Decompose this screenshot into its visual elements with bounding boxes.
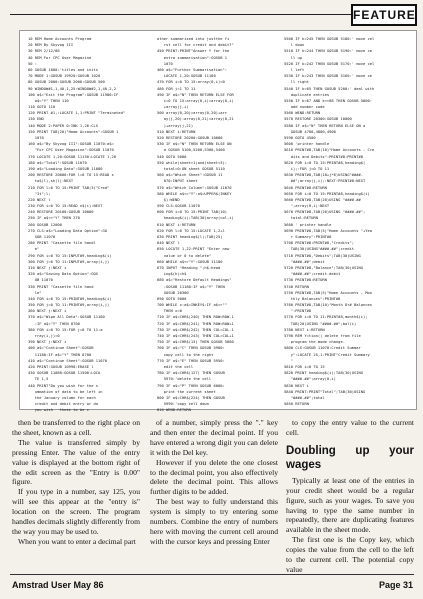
code-line: l down (284, 43, 305, 48)
code-line: total=0:ON sheet GOSUB 5110 (157, 166, 225, 171)
code-line: 5710 PRINT#8,"Debits";TAB(30)USING (284, 253, 361, 258)
code-line: 5810 FOR i=0 TO 15 (284, 364, 325, 369)
code-line: 720 IF a$=CHR$(241) THEN ROW=ROW+1 (157, 321, 234, 326)
code-line: "For CPC User Magazine":GOSUB 11070 (28, 148, 114, 153)
code-line: UB 11070 (28, 278, 53, 283)
code-line: 120 PRINT #1,:LOCATE 1,1:PRINT "Terminated" (28, 111, 126, 116)
code-line: :IF a$="Y" THEN 8700 (28, 321, 80, 326)
code-line: total:RETURN (284, 216, 318, 221)
code-line: 5780 NEXT i:RETURN (284, 327, 325, 332)
code-line: LOCATE 1,20:GOSUB 11180 (157, 74, 216, 79)
code-line: 5670 PRINT#8,TAB(20)USING "####.##"; (284, 210, 366, 215)
code-line: 110 GOTO 110 (28, 105, 56, 110)
footer-rule (10, 574, 414, 575)
code-line: duplicate entries (284, 92, 330, 97)
code-line: 40 REM For CPC User Magazine (28, 55, 92, 60)
code-line: "####.##";total (284, 395, 325, 400)
article-column-2 (150, 418, 278, 547)
code-line: 510 NEXT i:RETURN (157, 129, 196, 134)
code-line: l left (284, 67, 305, 72)
code-line: rray(i,j)=0 (28, 334, 60, 338)
code-line: 5640 PRINT#8:RETURN (284, 185, 327, 190)
code-line: 710 IF a$=CHR$(240) THEN ROW=ROW-1 (157, 315, 234, 320)
article-column-3 (286, 418, 414, 575)
code-line: you wish these to be c (28, 408, 89, 413)
code-line: program the mode change. (284, 340, 345, 345)
code-line: copy cell to the right (157, 352, 214, 357)
code-line: ";array(0,i):NEXT (284, 204, 330, 209)
code-line: 5700 PRINT#8:PRINT#8,"Credits"; (284, 241, 354, 246)
code-line: r Summary":PRINT#8 (284, 235, 332, 239)
code-line: 490 IF a$="N" THEN RETURN ELSE FOR (157, 92, 234, 97)
code-line: 420 PRINT:GOSUB 10990:ERASE l (28, 364, 94, 369)
section-tab: FEATURE (351, 4, 417, 26)
code-line: 280 PRINT "Cassette file handl (28, 241, 96, 246)
code-line: 11180:IF a$="Y" THEN 8700 (28, 352, 92, 357)
code-line: 160 a$="By Skyvog III":GOSUB 11070:a$= (28, 142, 114, 147)
code-line: i);:FOR j=0 TO 11 (284, 166, 330, 171)
code-line: ":PRINT#8 (284, 309, 312, 314)
code-line: 50 : (28, 61, 38, 66)
code-line: 590 CLS:GOSUB 11070 (157, 204, 200, 209)
code-line: )+array(j,21) (157, 123, 194, 128)
code-line: :GOSUB 11180:IF a$="Y" THEN (157, 284, 225, 289)
subheading: Doubling up your wages (286, 444, 414, 471)
paragraph: of a number, simply press the "." key and then enter the decimal point. If you have entered a wrong digit you can delete it with the Del key. (150, 418, 278, 457)
code-line: y":LOCATE 25,1:PRINT"Credit Summary (284, 352, 370, 357)
code-line: 5660 PRINT#8,TAB(20)USING "####.## (284, 197, 361, 202)
code-line: 10 REM Home Accounts Program (28, 37, 92, 41)
code-line: thly Balances":PRINT#8 (284, 296, 341, 301)
magazine-issue: Amstrad User May 86 (12, 580, 104, 590)
code-line: 130 END (28, 117, 44, 122)
code-line: 450 PRINT:PRINT"Answer Y for the (157, 49, 230, 54)
code-line: 560 a$="Which Sheet":GOSUB 11 (157, 173, 223, 178)
code-line: ##";array(j,i);:NEXT:PRINT#8:NEXT (284, 179, 366, 184)
code-line: 430 GOSUB 11080:GOSUB 11500:LOCA (28, 371, 101, 376)
code-line: 290 FOR i=0 TO 15:INPUT#9,heading$(i) (28, 253, 112, 258)
code-line: 440 PRINT"Do you wish for the s (28, 383, 98, 388)
code-line: 610 NEXT i:RETURN (157, 222, 196, 227)
code-line: print the current sheet (157, 389, 216, 394)
code-line: 810 WEND:RETURN (157, 408, 191, 413)
paragraph: The best way to fully understand this system is simply to try entering some numbers. Combine the entry of numbers here with moving the current cell around with the cursor keys and pressing Enter (150, 497, 278, 546)
paragraph: The first one is the Copy key, which copies the value from the cell to the left to the current cell. The potential copy value (286, 535, 414, 574)
code-line: 5510 IF k=244 THEN GOSUB 5190:' move ce (284, 49, 373, 54)
paragraph: to copy the entry value to the current cell. (286, 418, 414, 437)
code-line: 5760 PRINT#8,TAB(10)"Month Dr# Balances (284, 303, 373, 308)
code-line: "####.##";debit (284, 259, 325, 264)
code-line: $):WEND (157, 197, 180, 202)
listing-column-2 (157, 36, 234, 413)
code-line: 30 REM 2/12/86 (28, 49, 60, 54)
code-line: 5770 FOR i=0 TO 11:PRINT#8,month$(i); (284, 315, 368, 320)
code-line: to$(l),sh(l):NEXT (28, 179, 74, 184)
code-line: dits and Debits":PRINT#8:PRINT#8 (284, 154, 364, 159)
code-line: ay(j,20):array(0,21)=array(0,21 (157, 117, 234, 122)
code-line: 790 IF a$="P" THEN GOSUB 6000: (157, 383, 225, 388)
paragraph: When you want to enter a decimal part (18, 536, 136, 546)
code-line: 660 WHILE a$<>"Y":GOSUB 11180 (157, 259, 223, 264)
code-line: credit and debit entry or do (28, 402, 98, 407)
code-line: 780 IF a$=CHR$(127) THEN GOSUB (157, 371, 225, 376)
code-line: THEN x=0 (157, 309, 182, 314)
code-line: 5720 PRINT#8,"Balance";TAB(30)USING (284, 265, 364, 270)
code-line: 90 WINDOW#1,1,40,1,25:WINDOW#2,1,40,2,2 (28, 86, 117, 91)
code-line: 5500 IF k=245 THEN GOSUB 5180:' move cel (284, 37, 375, 41)
code-line: 600 FOR i=0 TO 15:PRINT TAB(10) (157, 210, 227, 215)
header-rule (10, 0, 355, 15)
code-line: 5560 WEND:RETURN (284, 111, 321, 116)
code-line: 5530 IF k=243 THEN GOSUB 5160:' move ce (284, 74, 373, 79)
code-line: 250 IF a$<>"Y" THEN 270 (28, 216, 80, 221)
code-line: ummation of data to be left in (28, 389, 103, 394)
code-line: 310 NEXT j:NEXT i (28, 265, 67, 270)
code-line: le" (28, 290, 42, 295)
code-line: " (284, 358, 294, 363)
code-line: a$="Y" THEN 110 (28, 98, 69, 103)
code-line: 460 a$="Further Summarisation": (157, 67, 227, 72)
code-line: 5790 REM Y=tion() delete from file (284, 334, 361, 338)
code-line: +array(j,i) (157, 105, 189, 110)
code-line: 5820 PRINT heading$(i);TAB(30)USING (284, 371, 364, 376)
code-line: "####.##";array(0,i) (284, 377, 336, 382)
code-line: a GOSUB 5100,5200,5300,5400 (157, 148, 225, 153)
code-line: value or 0 to delete" (157, 253, 212, 258)
code-line: 640 NEXT l (157, 241, 180, 246)
code-line: edit the cell (157, 364, 194, 369)
code-line: 550 while(sheet>1)and(sheet<3): (157, 160, 227, 165)
code-line: 800 IF a$=CHR$(224) THEN GOSUB (157, 395, 225, 400)
code-line: 260 GOSUB 12000 (28, 222, 62, 227)
listing-column-3 (284, 36, 374, 407)
code-line: 5610 PRINT#8,TAB(10)"Home Accounts - Cre (284, 148, 375, 153)
code-line: 240 RESTORE 20100:GOSUB 10000 (28, 210, 94, 215)
code-line: 210 FOR l=0 TO 15:PRINT TAB(3)"Cred" (28, 185, 110, 190)
code-line: 190 a$="Loading Data":GOSUB 11080 (28, 166, 103, 171)
code-line: 5990:'copy cell down (157, 402, 209, 407)
code-line: 5600 'printer handle (284, 142, 330, 147)
code-line: other summarised into justthe fi (157, 37, 230, 41)
code-line: 5840 PRINT:PRINT"Total";TAB(30)USING (284, 389, 366, 394)
code-line: 5690 PRINT#8,TAB(5)"Home Accounts "+Yea (284, 228, 373, 233)
page-number: Page 31 (378, 580, 413, 590)
code-line: 230 FOR i=0 TO 15:READ n$(i):NEXT (28, 204, 103, 209)
code-line: TE 1,5 (28, 377, 49, 382)
code-line: 470 FOR i=0 TO 15:array(0,i)=0 (157, 80, 225, 85)
code-line: 730 IF a$=CHR$(242) THEN COL=COL-1 (157, 327, 234, 332)
code-line: 5970:'delete the cell (157, 377, 212, 382)
code-line: 630 PRINT heading$(l);TAB(25) (157, 235, 223, 239)
code-line: 570 a$="Which Column":GOSUB 11070 (157, 185, 232, 190)
code-line: ing$(h)=h$ (157, 272, 187, 277)
code-line: 150 PRINT TAB(20)"Home Accounts":GOSUB 1 (28, 129, 119, 134)
code-line: e" (28, 247, 40, 252)
code-line: 5850 RETURN (284, 402, 309, 407)
code-line: ll up (284, 55, 303, 60)
code-line: 5570 RESTORE 20300:GOSUB 10000 (284, 117, 352, 122)
code-line: 220 NEXT l (28, 197, 51, 202)
code-line: 410 a$="Continue Sheet":GOSUB 11070 (28, 358, 108, 363)
code-line: 320 a$="Saving Data Option":GOS (28, 272, 98, 277)
code-line: 670 INPUT "Heading ";h$:head (157, 265, 221, 270)
code-line: 620 FOR l=0 TO 15:LOCATE 1,2+l (157, 228, 225, 233)
paragraph: then be transferred to the right place on the sheet, known as a cell. (12, 418, 140, 437)
code-line: the January column for each (28, 395, 96, 400)
code-line: 300 FOR j=0 TO 11:INPUT#9,array(i,j) (28, 259, 110, 264)
code-line: TAB(30)USING"####.##";credit (284, 247, 354, 252)
code-line: GOSUB 4700,4800,4900 (284, 129, 336, 134)
code-line: 5740 RETURN (284, 284, 309, 289)
code-line: 100 a$="Exit the Program":GOSUB 11980:IF (28, 92, 119, 97)
code-listing (19, 30, 417, 413)
code-line: 380 FOR i=0 TO 15:FOR j=0 TO 11:a (28, 327, 103, 332)
code-line: 5650 FOR i=0 TO 15:PRINT#8,heading$(i) (284, 191, 370, 196)
code-line: heading$(i);TAB(30)array(col,i) (157, 216, 234, 221)
code-line: 520 RESTORE 20200:GOSUB 10000 (157, 136, 223, 140)
code-line: 760 IF a$="C" THEN GOSUB 5900: (157, 346, 225, 351)
code-line: 330 PRINT "Cassette file hand (28, 284, 94, 289)
code-line: 680 a$="Restore Default Headings" (157, 278, 232, 283)
code-line: 360 NEXT j:NEXT i (28, 309, 67, 314)
article-column-1 (12, 418, 140, 547)
code-line: SUB 11070 (28, 235, 56, 239)
code-line: 5620 FOR i=0 TO 15:PRINT#8,heading$( (284, 160, 366, 165)
code-line: rst cell for credit and debit?" (157, 43, 234, 48)
code-line: 60 GOSUB 1000:'titles and inits (28, 67, 98, 72)
code-line: add number code (284, 105, 325, 110)
code-line: 770 IF a$="E" THEN GOSUB 5950: (157, 358, 225, 363)
code-line: 170 LOCATE 1,20:GOSUB 11150:LOCATE 1,20 (28, 154, 117, 159)
code-line: 5800 CLS:GOSUB 11070:Credit Summar (284, 346, 361, 351)
paragraph: Typically at least one of the entries in your credit sheet would be a regular figure, such as your wages. To save you having to type the same number in repeatedly, there are duplicating features available in the sheet mode. (286, 475, 414, 535)
paragraph: The value is transferred simply by pressing Enter. The value of the entry value is displayed at the bottom right of the edit screen as the "Entry is 0.00" figure. (12, 437, 140, 487)
code-line: 740 IF a$=CHR$(243) THEN COL=COL+1 (157, 334, 234, 338)
code-line: 750 IF a$=CHR$(13) THEN GOSUB 5800 (157, 340, 234, 345)
code-line: TAB(20)USING "####.##";bal(i) (284, 321, 357, 326)
code-line: 80 GOSUB 2000:GOSUB 2000:GOSUB 500 (28, 80, 105, 85)
code-line: 5630 PRINT#8,TAB(18+j*6)USING"####. (284, 173, 364, 178)
code-line: 400 a$="Continue Sheet":GOSUB (28, 346, 94, 351)
code-line: 5520 IF k=242 THEN GOSUB 5170:' move cel (284, 61, 375, 66)
code-line: 700 WHILE x:a$=INKEY$:IF a$<>"" (157, 303, 227, 308)
code-line: 690 GOTO 5000 (157, 296, 187, 301)
paragraph: However if you delete the one closest to the decimal point, you also effectively delete the decimal point. This allows further digits to be added. (150, 457, 278, 497)
code-line: 5680 ' printer handle (284, 222, 332, 227)
code-line: 370 a$="Wipe All Data":GOSUB 11180 (28, 315, 105, 320)
code-line: "####.##";credit-debit (284, 272, 341, 277)
code-line: 5590 GOTO 4500 (284, 136, 316, 140)
code-line: 70 MODE 1:GOSUB 19920:GOSUB 1020 (28, 74, 101, 79)
code-line: extra summarisation":GOSUB 1 (157, 55, 227, 60)
code-line: 180 a$="Total":GOSUB 11070 (28, 160, 87, 165)
code-line: 270 CLS:a$="Loading Data Option":GO (28, 228, 108, 233)
code-line: 650 LOCATE 1,22:PRINT "Enter new (157, 247, 230, 252)
code-line: 540 GOTO 5000 (157, 154, 187, 159)
code-line: i=0 TO 15:array(0,i)=array(0,i) (157, 98, 234, 103)
code-line: ll right (284, 80, 309, 85)
code-line: 5540 IF k=65 THEN GOSUB 5200:' deal with (284, 86, 375, 91)
code-line: GOSUB 20300 (157, 290, 189, 295)
code-line: 200 RESTORE 20000:FOR l=0 TO 15:READ s (28, 173, 114, 178)
code-line: 530 IF a$="N" THEN RETURN ELSE ON (157, 142, 232, 147)
paragraph: If you type in a number, say 125, you will see this appear at the "entry is" location on the screen. The program handles decimals slightly differently from the way you may be used to. (12, 487, 140, 536)
code-line: 1070 (157, 61, 173, 66)
code-line: 5750 PRINT#8,TAB(5)"Home Accounts - Mon (284, 290, 373, 295)
code-line: 340 FOR i=0 TO 15:PRINT#9,heading$(i) (28, 296, 112, 301)
code-line: 1070 (28, 136, 44, 140)
code-line: 500 array(0,20)=array(0,20)+arr (157, 111, 227, 116)
code-line: 070:INPUT sheet (157, 179, 198, 184)
code-line: 390 NEXT j:NEXT i (28, 340, 67, 345)
code-line: 5580 IF a$="N" THEN RETURN ELSE ON a (284, 123, 366, 128)
code-line: "It";l; (28, 191, 51, 196)
listing-column-1 (28, 36, 125, 413)
code-line: 5830 NEXT i (284, 383, 309, 388)
code-line: 480 FOR j=1 TO 11 (157, 86, 196, 91)
code-line: 140 MODE 2:PAPER 0:INK 1,26:CLS (28, 123, 98, 128)
code-line: 580 WHILE a$<>"Y":a$=UPPER$(INKEY (157, 191, 232, 196)
code-line: 5550 IF k=67 AND k<>88 THEN GOSUB 5800: (284, 98, 373, 103)
code-line: 5730 PRINT#8:RETURN (284, 278, 327, 283)
code-line: 20 REM By Skyvog III (28, 43, 74, 48)
code-line: 350 FOR j=0 TO 11:PRINT#9,array(i,j) (28, 303, 110, 308)
